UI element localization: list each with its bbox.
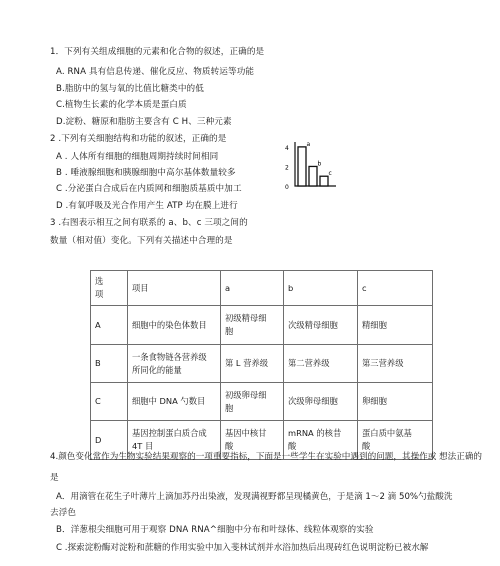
row-c-a: 初级卵母细 胞	[221, 383, 284, 421]
q4-stem-cont: 是	[50, 473, 59, 483]
q2-stem: 2 .下列有关细胞结构和功能的叙述，正确的是	[50, 134, 227, 144]
row-a-item: 细胞中的染色体数目	[128, 306, 221, 345]
table-row	[91, 383, 433, 421]
table-row	[91, 345, 433, 383]
row-b-b: 第二营养级	[284, 345, 358, 383]
q4-option-b: B．洋葱根尖细胞可用于观察 DNA RNA^细胞中分布和叶绿体、线粒体观察的实验	[56, 525, 374, 535]
bar-label-a: a	[306, 140, 311, 148]
q4-stem: 4.颜色变化常作为生物实验结果观察的一项重要指标，下面是一些学生在实验中遇到的问题，其操作或 想法正确的	[50, 452, 483, 462]
row-a-b: 次级精母细胞	[284, 306, 358, 345]
row-a-c: 精细胞	[358, 306, 433, 345]
y-tick-label: 0	[285, 184, 289, 190]
row-c-item: 细胞中 DNA 勺数目	[128, 383, 221, 421]
options-table	[90, 270, 433, 460]
header-a: a	[221, 271, 284, 306]
q2-option-d: D .有氧呼吸及光合作用产生 ATP 均在膜上进行	[56, 201, 238, 211]
row-a-option: A	[91, 306, 128, 345]
q1-option-b: B.脂肪中的氢与氧的比值比糖类中的低	[56, 84, 204, 94]
bar-b	[309, 166, 317, 186]
q1-option-d: D.淀粉、糖原和脂肪主要含有 C H、三种元素	[56, 117, 232, 127]
header-b: b	[284, 271, 358, 306]
row-d-a: 基因中核甘 酸	[221, 421, 284, 460]
q4-option-a: A．用滴管在花生子叶薄片上滴加苏丹出染液，发现满视野都呈现橘黄色，于是滴 1〜2 滴 50%勺盐酸洗	[56, 492, 453, 502]
header-option: 选 项	[91, 271, 128, 306]
q4-option-c: C .探索淀粉酶对淀粉和蔗糖的作用实验中加入斐林试剂并水浴加热后出现砖红色说明淀粉已被水解	[56, 543, 429, 553]
table-header-row	[91, 271, 433, 306]
q1-stem: 1．下列有关组成细胞的元素和化合物的叙述，正确的是	[50, 47, 265, 57]
bar-label-c: c	[328, 170, 332, 178]
q2-option-c: C .分泌蛋白合成后在内质网和细胞质基质中加工	[56, 184, 242, 194]
row-b-item: 一条食物链各营养级 所同化的能量	[128, 345, 221, 383]
row-b-option: B	[91, 345, 128, 383]
row-d-c: 蛋白质中氨基 酸	[358, 421, 433, 460]
bar-label-b: b	[317, 160, 322, 168]
q3-stem-line1: 3 .右图表示相互之间有联系的 a、b、c 三项之间的	[50, 218, 248, 228]
bar-a	[298, 147, 306, 186]
header-c: c	[358, 271, 433, 306]
q3-stem-line2: 数量（相对值）变化。下列有关描述中合理的是	[50, 236, 233, 246]
q1-option-c: C.植物生长素的化学本质是蛋白质	[56, 100, 187, 110]
row-c-option: C	[91, 383, 128, 421]
q2-option-b: B . 唾液腺细胞和胰腺细胞中高尔基体数量较多	[56, 168, 236, 178]
q2-option-a: A . 人体所有细胞的细胞周期持续时间相同	[56, 152, 219, 162]
q4-option-a-cont: 去浮色	[50, 508, 77, 518]
row-b-a: 第 L 营养级	[221, 345, 284, 383]
row-d-option: D	[91, 421, 128, 460]
row-d-b: mRNA 的核昔 酸	[284, 421, 358, 460]
row-b-c: 第三营养级	[358, 345, 433, 383]
row-a-a: 初级精母细 胞	[221, 306, 284, 345]
table-row	[91, 306, 433, 345]
row-c-c: 卵细胞	[358, 383, 433, 421]
y-tick-label: 2	[285, 164, 289, 172]
row-d-item: 基因控制蛋白质合成 4T 目	[128, 421, 221, 460]
header-item: 项目	[128, 271, 221, 306]
bar-chart	[283, 138, 338, 190]
q1-option-a: A. RNA 具有信息传递、催化反应、物质转运等功能	[56, 67, 255, 77]
bar-c	[320, 176, 328, 186]
row-c-b: 次级卵母细胞	[284, 383, 358, 421]
y-tick-label: 4	[285, 144, 289, 152]
